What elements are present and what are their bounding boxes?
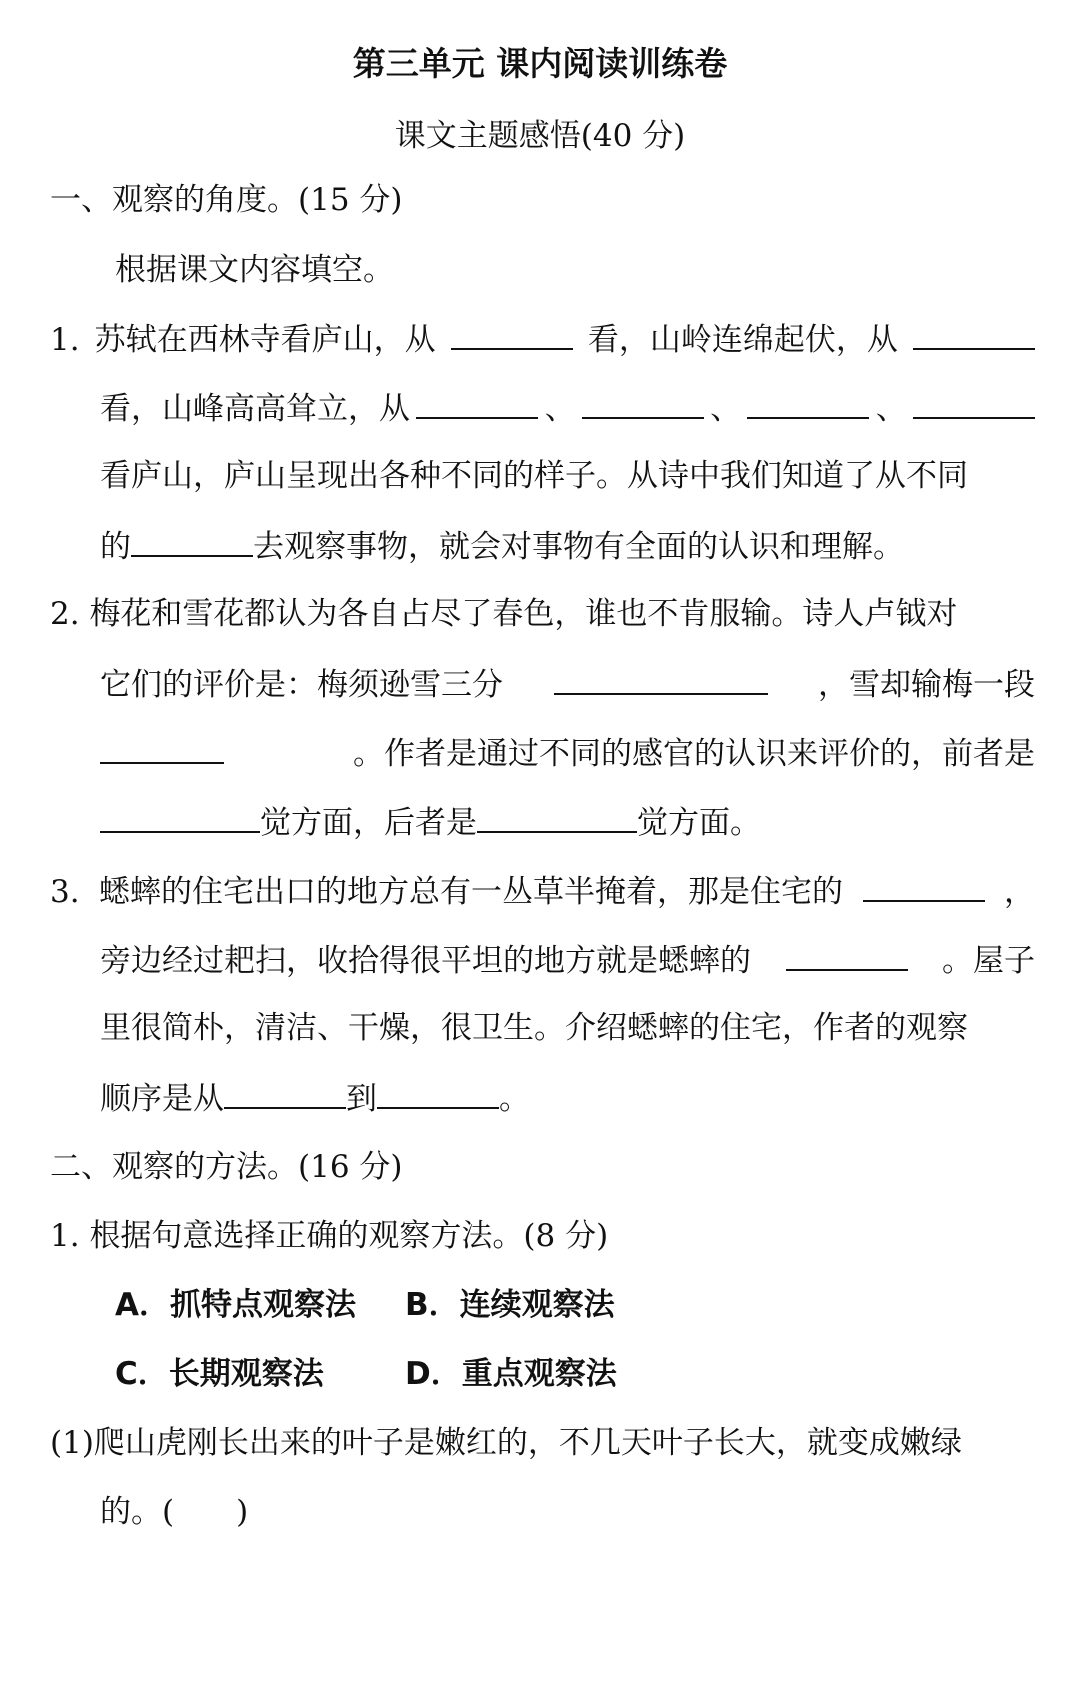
q2-line1	[0, 590, 1080, 638]
answer-blank[interactable]	[477, 797, 637, 833]
q2-text-d: 。作者是通过不同的感官的认识来评价的，前者是	[353, 736, 1035, 772]
q1-line3: 看庐山，庐山呈现出各种不同的样子。从诗中我们知道了从不同	[100, 458, 968, 494]
section1-instruction: 根据课文内容填空。	[115, 252, 394, 288]
q2-line3	[0, 728, 1080, 778]
q1-text-e: 去观察事物，就会对事物有全面的认识和理解。	[253, 529, 904, 565]
q3-text-d: 。屋子	[942, 943, 1035, 979]
option-d: D．重点观察法	[405, 1356, 617, 1392]
s2-sub1-line1: (1)爬山虎刚长出来的叶子是嫩红的，不几天叶子长大，就变成嫩绿	[50, 1425, 962, 1461]
answer-blank[interactable]	[747, 383, 869, 419]
q2-number: 2.	[50, 596, 80, 632]
answer-blank[interactable]	[100, 797, 260, 833]
q3-text-f: 到	[346, 1081, 377, 1117]
separator: 、	[875, 391, 907, 427]
answer-blank[interactable]	[224, 1073, 346, 1109]
q2-text-e: 觉方面，后者是	[260, 805, 477, 841]
answer-blank[interactable]	[451, 314, 573, 350]
q2-text-b: 它们的评价是：梅须逊雪三分	[100, 667, 503, 703]
q2-text-a: 梅花和雪花都认为各自占尽了春色，谁也不肯服输。诗人卢钺对	[89, 596, 958, 632]
page-title: 第三单元 课内阅读训练卷	[352, 44, 728, 83]
separator: 、	[710, 391, 742, 427]
q3-text-b: ，	[1003, 874, 1035, 910]
separator: 、	[544, 391, 576, 427]
answer-blank[interactable]	[863, 866, 985, 902]
s2-q1-line	[0, 1212, 1080, 1260]
answer-blank[interactable]	[377, 1073, 499, 1109]
q2-line2	[0, 659, 1080, 709]
s2-q1-text: 根据句意选择正确的观察方法。(8 分)	[89, 1218, 609, 1254]
answer-blank[interactable]	[786, 935, 908, 971]
q1-number: 1.	[50, 322, 80, 358]
q3-text-c: 旁边经过耙扫，收拾得很平坦的地方就是蟋蟀的	[100, 943, 751, 979]
answer-blank[interactable]	[100, 728, 224, 764]
q1-text-b: 看，山岭连绵起伏，从	[587, 322, 898, 358]
option-c: C．长期观察法	[115, 1356, 324, 1392]
q3-text-g: 。	[499, 1081, 530, 1117]
q3-number: 3.	[50, 874, 80, 910]
answer-blank[interactable]	[131, 521, 253, 557]
s2-sub1-line2[interactable]: 的。( )	[100, 1494, 249, 1530]
option-a: A．抓特点观察法	[115, 1287, 356, 1323]
options-row-2	[0, 1350, 1080, 1398]
answer-blank[interactable]	[913, 383, 1035, 419]
section1-heading: 一、观察的角度。(15 分)	[50, 182, 403, 218]
q3-line2	[0, 935, 1080, 985]
answer-blank[interactable]	[416, 383, 538, 419]
page-subtitle: 课文主题感悟(40 分)	[394, 118, 686, 154]
q2-text-c: ，雪却输梅一段	[818, 667, 1035, 703]
q1-text-a: 苏轼在西林寺看庐山，从	[94, 322, 436, 358]
q3-line4	[0, 1073, 1080, 1123]
q1-line2	[0, 383, 1080, 433]
q1-text-c: 看，山峰高高耸立，从	[100, 391, 410, 427]
answer-blank[interactable]	[913, 314, 1035, 350]
option-b: B．连续观察法	[405, 1287, 615, 1323]
answer-blank[interactable]	[554, 659, 768, 695]
q3-line1	[0, 866, 1080, 916]
q1-text-d: 的	[100, 529, 131, 565]
q3-text-e: 顺序是从	[100, 1081, 224, 1117]
q2-text-f: 觉方面。	[637, 805, 761, 841]
section2-heading: 二、观察的方法。(16 分)	[50, 1149, 403, 1185]
s2-q1-number: 1.	[50, 1218, 80, 1254]
q1-line4	[0, 521, 1080, 571]
q3-line3: 里很简朴，清洁、干燥，很卫生。介绍蟋蟀的住宅，作者的观察	[100, 1010, 968, 1046]
q2-line4	[0, 797, 1080, 847]
options-row-1	[0, 1281, 1080, 1329]
q1-line1	[0, 314, 1080, 364]
q3-text-a: 蟋蟀的住宅出口的地方总有一丛草半掩着，那是住宅的	[99, 874, 844, 910]
answer-blank[interactable]	[582, 383, 704, 419]
